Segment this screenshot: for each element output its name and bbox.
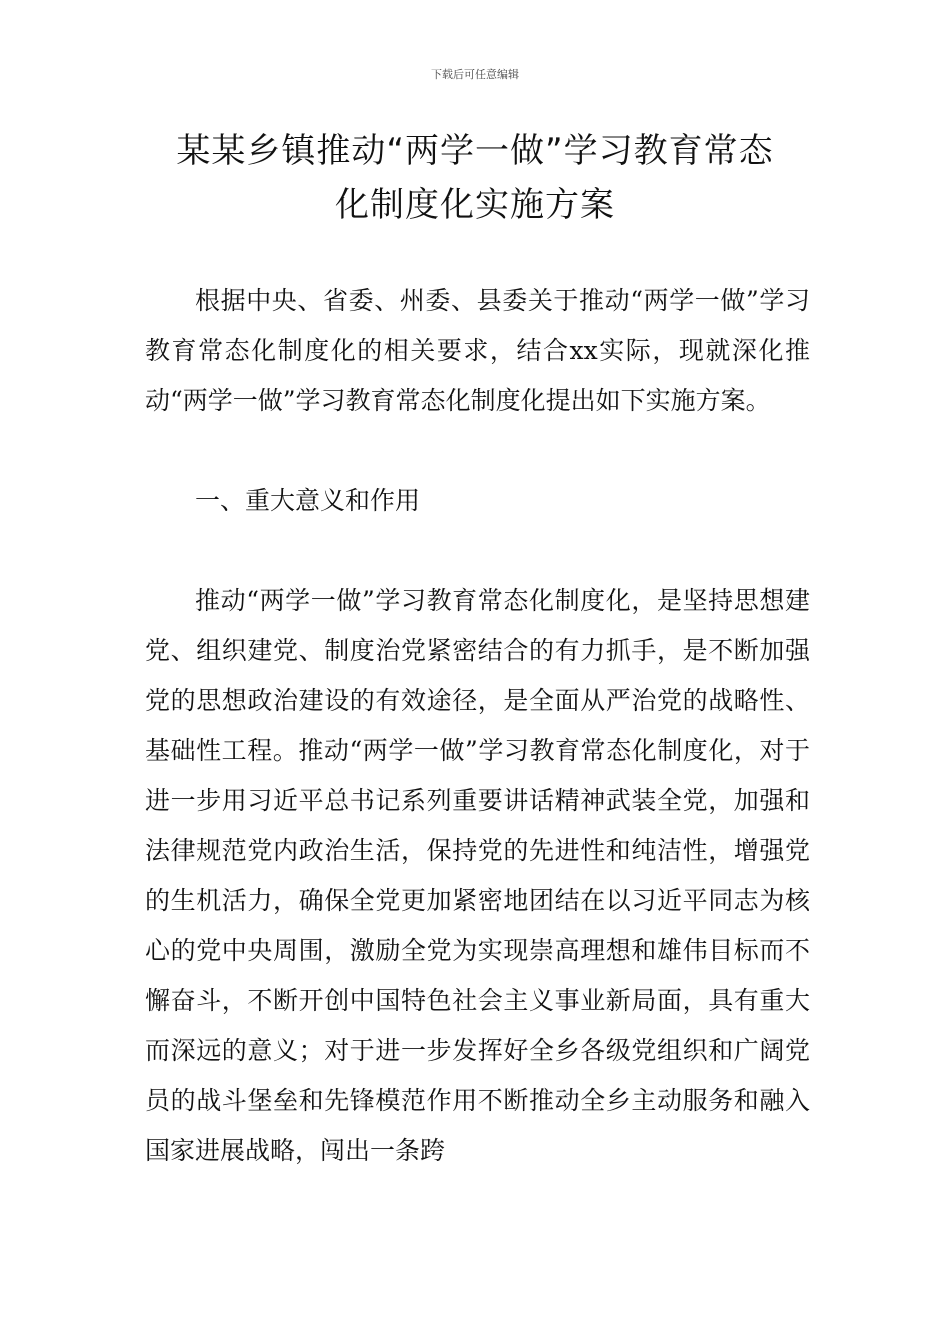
title-line-2: 化制度化实施方案 xyxy=(335,185,615,225)
document-body xyxy=(145,276,810,1176)
intro-paragraph: 根据中央、省委、州委、县委关于推动“两学一做”学习教育常态化制度化的相关要求，结合xx实际，现就深化推动“两学一做”学习教育常态化制度化提出如下实施方案。 xyxy=(145,286,810,415)
section-heading: 一、重大意义和作用 xyxy=(195,486,421,515)
header-note: 下载后可任意编辑 xyxy=(431,68,519,81)
body-paragraph: 推动“两学一做”学习教育常态化制度化，是坚持思想建党、组织建党、制度治党紧密结合的有力抓手，是不断加强党的思想政治建设的有效途径，是全面从严治党的战略性、基础性工程。推动“两学一做”学习教育常态化制度化，对于进一步用习近平总书记系列重要讲话精神武装全党，加强和法律规范党内政治生活，保持党的先进性和纯洁性，增强党的生机活力，确保全党更加紧密地团结在以习近平同志为核心的党中央周围，激励全党为实现崇高理想和雄伟目标而不懈奋斗，不断开创中国特色社会主义事业新局面，具有重大而深远的意义；对于进一步发挥好全乡各级党组织和广阔党员的战斗堡垒和先锋模范作用不断推动全乡主动服务和融入国家进展战略，闯出一条跨 xyxy=(145,586,810,1165)
document-title xyxy=(140,124,810,232)
title-line-1: 某某乡镇推动“两学一做”学习教育常态 xyxy=(176,131,774,171)
